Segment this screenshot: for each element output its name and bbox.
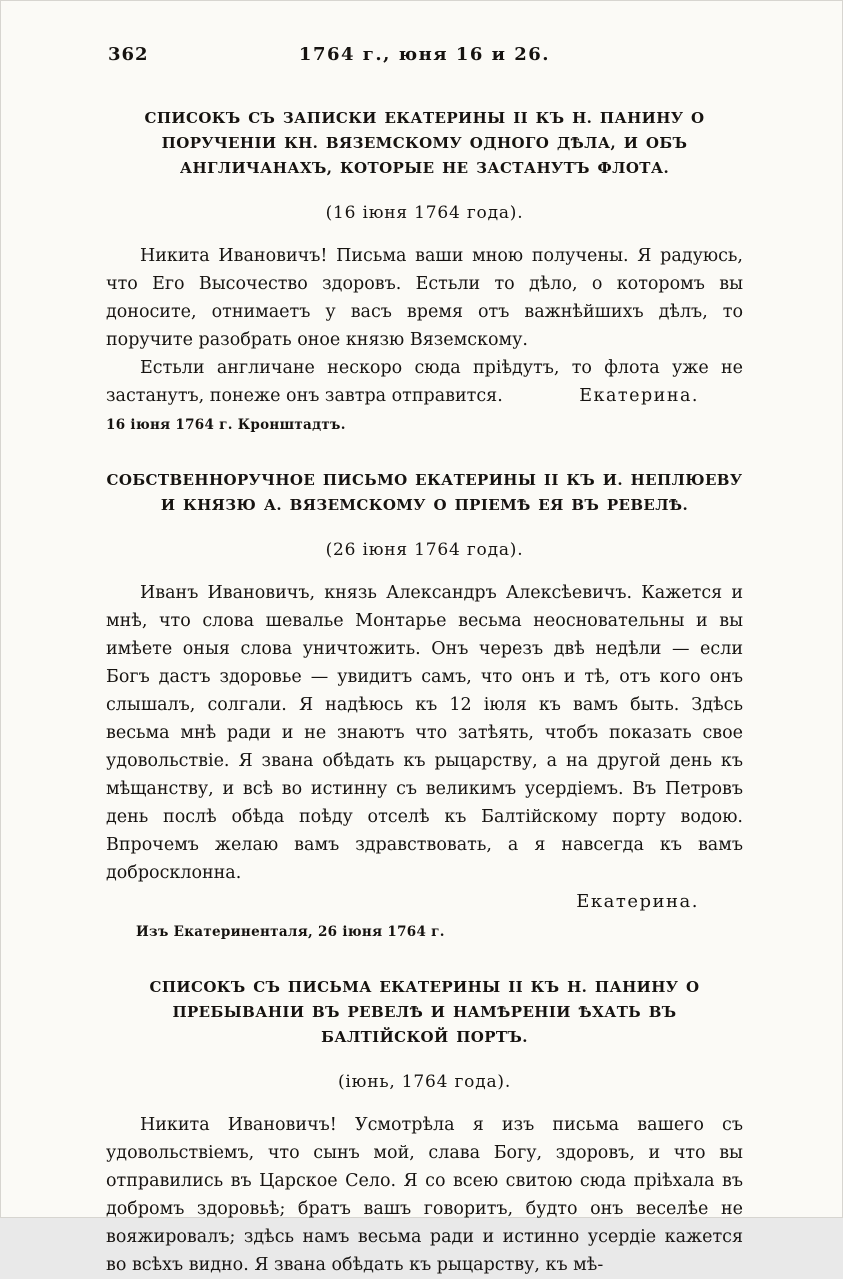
- section-date: (26 іюня 1764 года).: [325, 540, 524, 560]
- section-date: (іюнь, 1764 года).: [337, 1072, 512, 1092]
- letter-section-1: [106, 106, 743, 434]
- section-date: (16 іюня 1764 года).: [325, 203, 524, 223]
- paragraph: Никита Ивановичъ! Усмотрѣла я изъ письма вашего съ удовольствіемъ, что сынъ мой, слава Богу, здоровъ, и что вы отправились въ Царское Село. Я со всею свитою сюда пріѣхала въ добромъ здоровьѣ; братъ вашъ говоритъ, будто онъ веселѣе не вояжировалъ; здѣсь намъ весьма ради и истинно усердіе кажется во всѣхъ видно. Я звана обѣдать къ рыцарству, къ мѣ-: [106, 1115, 743, 1275]
- letter-section-2: [106, 468, 743, 941]
- signature: Екатерина.: [576, 891, 699, 912]
- page-number: 362: [108, 44, 149, 65]
- running-title: 1764 г., юня 16 и 26.: [298, 44, 551, 65]
- page-header: [106, 44, 743, 66]
- dateline: Изъ Екатериненталя, 26 іюня 1764 г.: [136, 924, 445, 940]
- paragraph: Никита Ивановичъ! Письма ваши мною получены. Я радуюсь, что Его Высочество здоровъ. Естьли то дѣло, о которомъ вы доносите, отнимаетъ у васъ время отъ важнѣйшихъ дѣлъ, то поручите разобрать оное князю Вяземскому.: [106, 246, 743, 350]
- paragraph: Иванъ Ивановичъ, князь Александръ Алексѣевичъ. Кажется и мнѣ, что слова шевалье Монтарье весьма неосновательны и вы имѣете оныя слова уничтожить. Онъ черезъ двѣ недѣли — если Богъ дастъ здоровье — увидитъ самъ, что онъ и тѣ, отъ кого онъ слышалъ, солгали. Я надѣюсь къ 12 іюля къ вамъ быть. Здѣсь весьма мнѣ ради и не знаютъ что затѣять, чтобъ показать свое удовольствіе. Я звана обѣдать къ рыцарству, а на другой день къ мѣщанству, и всѣ во истинну съ великимъ усердіемъ. Въ Петровъ день послѣ обѣда поѣду отселѣ къ Балтійскому порту водою. Впрочемъ желаю вамъ здравствовать, а я навсегда къ вамъ добросклонна.: [106, 583, 743, 883]
- section-heading: СПИСОКЪ СЪ ЗАПИСКИ ЕКАТЕРИНЫ II КЪ Н. ПАНИНУ О ПОРУЧЕНІИ КН. ВЯЗЕМСКОМУ ОДНОГО ДѢЛА, И ОБЪ АНГЛИЧАНАХЪ, КОТОРЫЕ НЕ ЗАСТАНУТЪ ФЛОТА.: [144, 109, 705, 177]
- paragraph-text: Естьли англичане нескоро сюда пріѣдутъ, то флота уже не застанутъ, понеже онъ завтра отправится.: [106, 358, 743, 406]
- dateline: 16 іюня 1764 г. Кронштадтъ.: [106, 417, 346, 433]
- letter-section-3: [106, 975, 743, 1279]
- signature: Екатерина.: [579, 386, 699, 406]
- paragraph: [106, 354, 743, 410]
- section-heading: СОБСТВЕННОРУЧНОЕ ПИСЬМО ЕКАТЕРИНЫ II КЪ И. НЕПЛЮЕВУ И КНЯЗЮ А. ВЯЗЕМСКОМУ О ПРІЕМѢ ЕЯ ВЪ РЕВЕЛѢ.: [106, 471, 743, 514]
- section-heading: СПИСОКЪ СЪ ПИСЬМА ЕКАТЕРИНЫ II КЪ Н. ПАНИНУ О ПРЕБЫВАНІИ ВЪ РЕВЕЛѢ И НАМѢРЕНІИ ѢХАТЬ ВЪ БАЛТІЙСКОЙ ПОРТЪ.: [149, 978, 700, 1046]
